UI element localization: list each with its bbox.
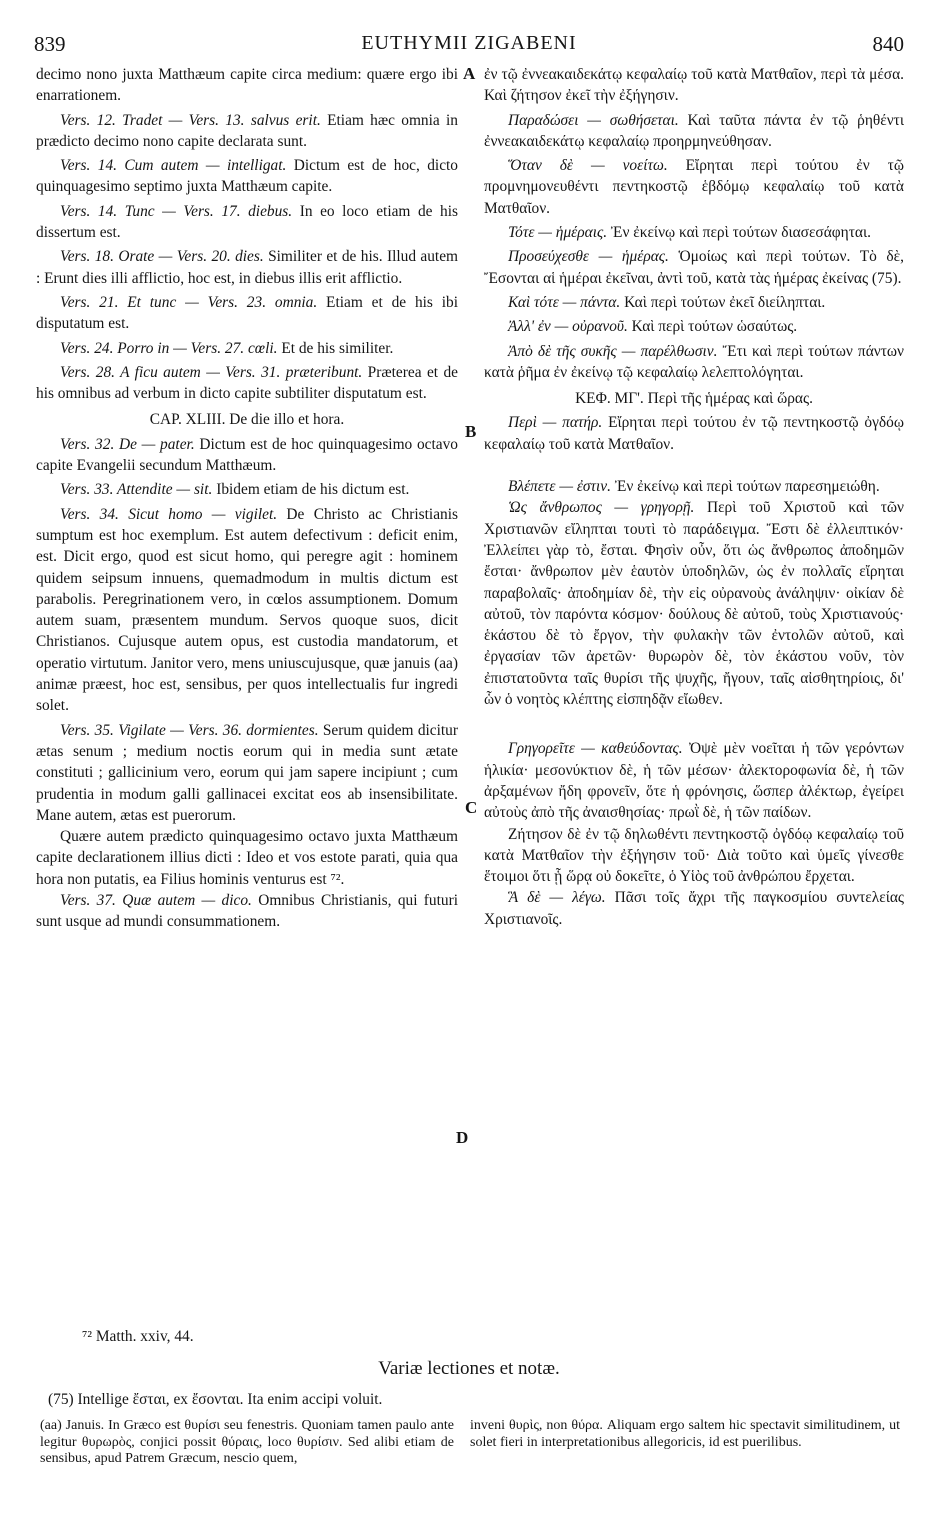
greek-paragraph: Περὶ — πατήρ. Εἴρηται περὶ τούτου ἐν τῷ πεντηκοστῷ ὀγδόῳ κεφαλαίῳ τοῦ κατὰ Ματθαῖον. [484, 414, 905, 453]
verse-heading: Vers. 28. A ficu autem — Vers. 31. præteribunt. [60, 363, 363, 381]
greek-paragraph: ἐν τῷ ἐννεακαιδεκάτῳ κεφαλαίῳ τοῦ κατὰ Ματθαῖον, περὶ τὰ μέσα. Καὶ ζήτησον ἐκεῖ τὴν ἐξήγησιν. [484, 66, 904, 105]
footnote-72: ⁷² Matth. xxiv, 44. [82, 1328, 194, 1345]
latin-paragraph: Vers. 21. Et tunc — Vers. 23. omnia. Etiam et de his ibi disputatum est. [36, 293, 458, 333]
note-75: (75) Intellige ἔσται, ex ἔσονται. Ita enim accipi voluit. [48, 1391, 383, 1408]
verse-heading: Vers. 14. Tunc — Vers. 17. diebus. [60, 202, 293, 220]
verse-heading: Ὡς ἄνθρωπος — γρηγορῇ. [508, 499, 695, 517]
latin-paragraph: Vers. 32. De — pater. Dictum est de hoc quinquagesimo octavo capite Evangelii secundum Matthæum. [36, 435, 458, 475]
note-aa-left: (aa) Januis. In Græco est θυρίσι seu fenestris. Quoniam tamen paulo ante legitur θυρωρὸς, conjici possit θύραις, loco θυρίσιν. Sed alibi etiam de sensibus, apud Patrem Græcum, nescio quem, [40, 1418, 454, 1467]
spacer [484, 710, 904, 738]
verse-heading: Ἃ δὲ — λέγω. [508, 889, 606, 907]
greek-paragraph: Ἃ δὲ — λέγω. Πᾶσι τοῖς ἄχρι τῆς παγκοσμίου συντελείας Χριστιανοῖς. [484, 889, 904, 928]
chapter-heading-latin: CAP. XLIII. De die illo et hora. [149, 411, 345, 429]
latin-paragraph: Vers. 28. A ficu autem — Vers. 31. præteribunt. Præterea et de his omnibus ad verbum in dicto capite subtiliter disputatum est. [36, 363, 458, 403]
verse-heading: Ἀπὸ δὲ τῆς συκῆς — παρέλθωσιν. [508, 342, 718, 360]
margin-marker-b: B [465, 422, 477, 441]
spacer [484, 455, 904, 476]
verse-heading: Προσεύχεσθε — ἡμέρας. [508, 248, 669, 266]
verse-heading: Vers. 37. Quæ autem — dico. [60, 891, 252, 909]
greek-column [484, 64, 904, 930]
verse-heading: Vers. 18. Orate — Vers. 20. dies. [60, 248, 264, 266]
variae-lectiones-heading: Variæ lectiones et notæ. [378, 1358, 560, 1379]
greek-paragraph: Ἀλλ' ἐν — οὐρανοῦ. Καὶ περὶ τούτων ὡσαύτως. [508, 318, 798, 336]
verse-heading: Vers. 24. Porro in — Vers. 27. cœli. [60, 339, 278, 357]
page-number-right: 840 [872, 32, 904, 56]
greek-paragraph: Ὡς ἄνθρωπος — γρηγορῇ. Περὶ τοῦ Χριστοῦ καὶ τῶν Χριστιανῶν εἴληπται τουτὶ τὸ παράδειγμα. Ἔστι δὲ ἐλλειπτικόν· Ἐλλείπει γὰρ τὸ, ἔσται. Φησὶν οὖν, ὅτι ὡς ἄνθρωπος ἀποδημῶν ἔσται· ἄνθρωπον μὲν ἑαυτὸν ὑποδηλῶν, ὡς ἐν πολλαῖς εἴρηται παραβολαῖς· ἀποδημίαν δὲ, τὴν εἰς οὐρανοὺς ἀνάληψιν· οἰκίαν δὲ αὐτοῦ, τὸν παρόντα κόσμον· δούλους δὲ αὐτοῦ, τοὺς Χριστιανούς· ἑκάστου δὲ τὸ ἔργον, τὴν φυλακὴν τῶν ἐντολῶν αὐτοῦ, καὶ ἐργασίαν τῶν ἀρετῶν· θυρωρὸν δὲ, τὸν ἑκάστου νοῦν, τὸν ἐπιστατοῦντα ταῖς θυρίσι τῆς ψυχῆς, ἤγουν, ταῖς αἰσθητηρίοις, δι' ὧν ὁ νοητὸς κλέπτης εἰσπηδᾷν εἴωθεν. [484, 499, 905, 709]
latin-paragraph: Vers. 34. Sicut homo — vigilet. De Christo ac Christianis sumptum est hoc exemplum. Est autem defectivum : deficit enim, est. Dicit ergo, quod est sicut homo, qui peregre agit : hominem quidem seipsum innuens, quemadmodum in multis dictum est parabolis. Peregrinationem vero, in cœlos assumptionem. Domum autem suam, præsentem mundum. Servos quoque suos, dicit Christianos. Cujusque autem opus, est custodia mandatorum, et operatio virtutum. Janitor vero, mens uniuscujusque, quæ januis (aa) animæ præest, hoc est, sensibus, per quos intellectualis fur ingredi solet. [36, 505, 458, 715]
verse-heading: Vers. 32. De — pater. [60, 435, 195, 453]
verse-heading: Vers. 35. Vigilate — Vers. 36. dormientes. [60, 721, 319, 739]
greek-paragraph: Ζήτησον δὲ ἐν τῷ δηλωθέντι πεντηκοστῷ ὀγδόῳ κεφαλαίῳ τοῦ κατὰ Ματθαῖον τὴν ἐξήγησιν τοῦ· Διὰ τοῦτο καὶ ὑμεῖς γίνεσθε ἕτοιμοι ὅτι ᾗ ὥρᾳ οὐ δοκεῖτε, ὁ Υἱὸς τοῦ ἀνθρώπου ἔρχεται. [484, 825, 904, 886]
page-number-left: 839 [34, 32, 66, 56]
chapter-heading-greek: ΚΕΦ. ΜΓ'. Περὶ τῆς ἡμέρας καὶ ὥρας. [575, 390, 813, 408]
latin-paragraph: Vers. 12. Tradet — Vers. 13. salvus erit. Etiam hæc omnia in prædicto decimo nono capite declarata sunt. [36, 111, 458, 150]
verse-heading: Vers. 34. Sicut homo — vigilet. [60, 505, 278, 523]
verse-heading: Vers. 21. Et tunc — Vers. 23. omnia. [60, 293, 318, 311]
verse-heading: Vers. 33. Attendite — sit. [60, 481, 213, 499]
latin-paragraph: decimo nono juxta Matthæum capite circa medium: quære ergo ibi enarrationem. [36, 66, 458, 105]
latin-paragraph: Quære autem prædicto quinquagesimo octavo juxta Matthæum capite declarationem illius dicti : Ideo et vos estote parati, quia qua hora non putatis, ea Filius hominis venturus est ⁷². [36, 828, 458, 888]
margin-marker-d: D [456, 1128, 469, 1147]
greek-paragraph: Τότε — ἡμέραις. Ἐν ἐκείνῳ καὶ περὶ τούτων διασεσάφηται. [508, 224, 871, 242]
verse-heading: Ἀλλ' ἐν — οὐρανοῦ. [508, 318, 628, 336]
greek-paragraph: Ὅταν δὲ — νοείτω. Εἴρηται περὶ τούτου ἐν τῷ προμνημονευθέντι πεντηκοστῷ ἑβδόμῳ κεφαλαίῳ τοῦ κατὰ Ματθαῖον. [484, 157, 904, 217]
greek-paragraph: Προσεύχεσθε — ἡμέρας. Ὁμοίως καὶ περὶ τούτων. Τὸ δὲ, Ἔσονται αἱ ἡμέραι ἐκεῖναι, ἀντὶ τοῦ, κατὰ τὰς ἡμέρας ἐκείνας (75). [484, 248, 904, 287]
latin-column [36, 64, 458, 933]
latin-paragraph: Vers. 24. Porro in — Vers. 27. cœli. Et de his similiter. [60, 339, 394, 357]
greek-paragraph: Βλέπετε — ἐστιν. Ἐν ἐκείνῳ καὶ περὶ τούτων παρεσημειώθη. [508, 478, 880, 496]
greek-paragraph: Καὶ τότε — πάντα. Καὶ περὶ τούτων ἐκεῖ διείληπται. [508, 293, 826, 311]
running-title: EUTHYMII ZIGABENI [361, 32, 577, 54]
verse-heading: Vers. 14. Cum autem — intelligat. [60, 157, 287, 175]
verse-heading: Περὶ — πατήρ. [508, 414, 603, 432]
verse-heading: Ὅταν δὲ — νοείτω. [508, 157, 668, 175]
latin-paragraph: Vers. 14. Cum autem — intelligat. Dictum est de hoc, dicto quinquagesimo septimo juxta Matthæum capite. [36, 157, 458, 196]
verse-heading: Παραδώσει — σωθήσεται. [508, 111, 679, 129]
margin-marker-a: A [463, 64, 476, 83]
note-aa-right: inveni θυρὶς, non θύρα. Aliquam ergo saltem hic spectavit similitudinem, ut solet fieri in interpretationibus allegoricis, id est puerilibus. [470, 1418, 900, 1450]
verse-heading: Καὶ τότε — πάντα. [508, 293, 621, 311]
running-header [34, 32, 904, 58]
greek-paragraph: Παραδώσει — σωθήσεται. Καὶ ταῦτα πάντα ἐν τῷ ῥηθέντι ἐννεακαιδεκάτῳ κεφαλαίῳ προηρμηνεύθησαν. [484, 111, 904, 150]
verse-heading: Vers. 12. Tradet — Vers. 13. salvus erit. [60, 111, 321, 129]
verse-heading: Γρηγορεῖτε — καθεύδοντας. [508, 740, 683, 758]
latin-paragraph: Vers. 37. Quæ autem — dico. Omnibus Christianis, qui futuri sunt usque ad mundi consummationem. [36, 891, 458, 931]
verse-heading: Βλέπετε — ἐστιν. [508, 478, 611, 496]
latin-paragraph: Vers. 35. Vigilate — Vers. 36. dormientes. Serum quidem dicitur ætas senum ; medium noctis eorum qui in media sunt ætate constituti ; gallicinium vero, eorum qui jam sapere incipiunt ; cum prudentia in modum galli gallinacei excitat eos ab insensibilitate. Mane autem, ætas est puerorum. [36, 721, 458, 824]
margin-marker-c: C [465, 798, 478, 817]
verse-heading: Τότε — ἡμέραις. [508, 224, 608, 242]
latin-paragraph: Vers. 18. Orate — Vers. 20. dies. Similiter et de his. Illud autem : Erunt dies illi afflictio, hoc est, in diebus illis erit afflictio. [36, 248, 458, 287]
latin-paragraph: Vers. 33. Attendite — sit. Ibidem etiam de his dictum est. [60, 481, 410, 499]
latin-paragraph: Vers. 14. Tunc — Vers. 17. diebus. In eo loco etiam de his dissertum est. [36, 202, 458, 242]
greek-paragraph: Ἀπὸ δὲ τῆς συκῆς — παρέλθωσιν. Ἔτι καὶ περὶ τούτων πάντων κατὰ ῥῆμα ἐν ἐκείνῳ τῷ κεφαλαίῳ λελεπτολόγηται. [484, 342, 904, 381]
greek-paragraph: Γρηγορεῖτε — καθεύδοντας. Ὀψὲ μὲν νοεῖται ἡ τῶν γερόντων ἡλικία· μεσονύκτιον δὲ, ἡ τῶν μέσων· ἀλεκτοροφωνία δὲ, ἡ τῶν ἀρξαμένων ἤδη φρονεῖν, ὅτε ἡ φρόνησις, ὥσπερ ἀλέκτωρ, ἐγείρει αὐτοὺς ἀπὸ τῆς ἀναισθησίας· πρωῒ δὲ, ἡ τῶν παίδων. [484, 740, 905, 822]
